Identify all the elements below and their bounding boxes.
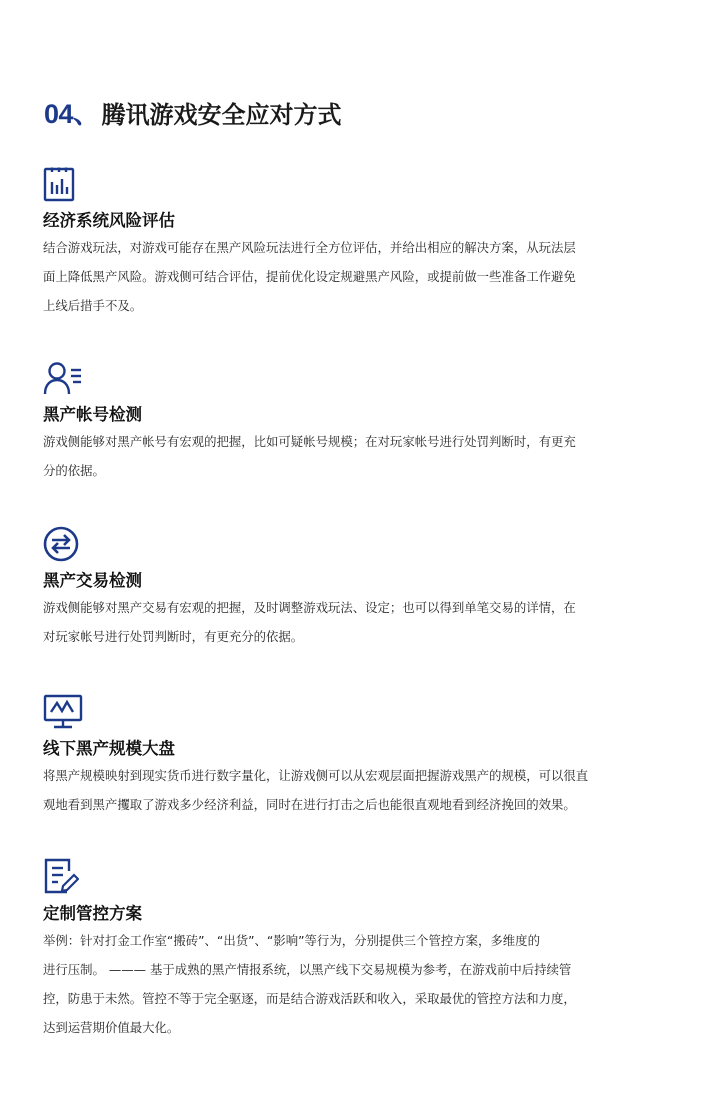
body-line: 控，防患于未然。管控不等于完全驱逐，而是结合游戏活跃和收入，采取最优的管控方法和力度， <box>43 991 576 1006</box>
section-trade-detection <box>43 526 673 651</box>
body-line: 达到运营期价值最大化。 <box>43 1020 180 1035</box>
body-line: 面上降低黑产风险。游戏侧可结合评估，提前优化设定规避黑产风险，或提前做一些准备工作避免 <box>43 269 576 284</box>
section-body <box>43 761 673 819</box>
section-title: 定制管控方案 <box>43 904 142 923</box>
section-custom-control <box>43 857 673 1042</box>
section-title: 线下黑产规模大盘 <box>43 739 175 758</box>
section-title: 经济系统风险评估 <box>43 211 175 230</box>
report-document-icon <box>43 166 77 202</box>
body-line: 观地看到黑产攫取了游戏多少经济利益，同时在进行打击之后也能很直观地看到经济挽回的效果。 <box>43 797 576 812</box>
body-line: 游戏侧能够对黑产帐号有宏观的把握，比如可疑帐号规模；在对玩家帐号进行处罚判断时，有更充 <box>43 434 576 449</box>
body-line: 上线后措手不及。 <box>43 298 143 313</box>
exchange-arrows-icon <box>43 526 79 562</box>
body-line: 进行压制。 ——— 基于成熟的黑产情报系统，以黑产线下交易规模为参考，在游戏前中后持续管 <box>43 962 572 977</box>
section-body <box>43 427 673 485</box>
section-body <box>43 926 673 1042</box>
monitor-chart-icon <box>43 694 83 730</box>
page-heading <box>44 92 342 131</box>
section-offline-scale <box>43 694 673 819</box>
section-body <box>43 593 673 651</box>
document-edit-icon <box>43 857 79 895</box>
section-account-detection <box>43 360 673 485</box>
heading-title: 腾讯游戏安全应对方式 <box>101 101 342 129</box>
body-line: 对玩家帐号进行处罚判断时，有更充分的依据。 <box>43 629 304 644</box>
body-line: 将黑产规模映射到现实货币进行数字量化，让游戏侧可以从宏观层面把握游戏黑产的规模，可以很直 <box>43 768 589 783</box>
user-list-icon <box>43 360 83 396</box>
body-line: 游戏侧能够对黑产交易有宏观的把握，及时调整游戏玩法、设定；也可以得到单笔交易的详情，在 <box>43 600 576 615</box>
body-line: 分的依据。 <box>43 463 105 478</box>
heading-number: 04、 <box>44 99 100 129</box>
body-line: 举例：针对打金工作室“搬砖”、“出货”、“影响”等行为，分别提供三个管控方案，多维度的 <box>43 933 540 948</box>
section-body <box>43 233 673 320</box>
section-title: 黑产帐号检测 <box>43 405 142 424</box>
section-title: 黑产交易检测 <box>43 571 142 590</box>
body-line: 结合游戏玩法，对游戏可能存在黑产风险玩法进行全方位评估，并给出相应的解决方案，从玩法层 <box>43 240 576 255</box>
section-economy-risk <box>43 166 673 320</box>
